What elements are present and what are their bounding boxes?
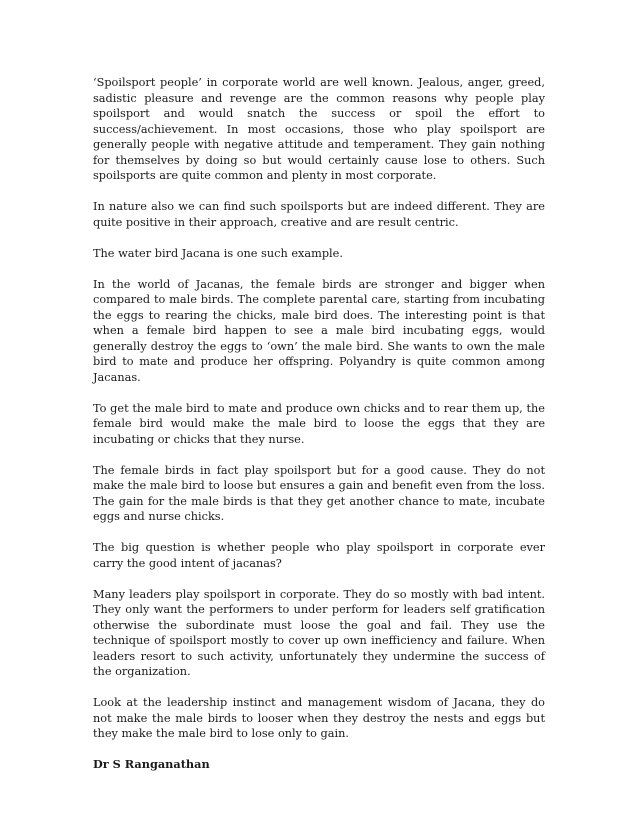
- paragraph-big-question: The big question is whether people who play spoilsport in corporate ever carry the good intent of jacanas?: [93, 541, 545, 570]
- paragraph-leaders: Many leaders play spoilsport in corporate. They do so mostly with bad intent. They only want the performers to under perform for leaders self gratification otherwise the subordinate must loose the goal and fail. They use the technique of spoilsport mostly to cover up own inefficiency and failure. When leaders resort to such activity, unfortunately they undermine the success of the organization.: [93, 587, 545, 678]
- paragraph-female-bird: To get the male bird to mate and produce own chicks and to rear them up, the female bird would make the male bird to loose the eggs that they are incubating or chicks that they nurse.: [93, 401, 545, 446]
- paragraph-good-cause: The female birds in fact play spoilsport but for a good cause. They do not make the male bird to loose but ensures a gain and benefit even from the loss. The gain for the male birds is that they get another chance to mate, incubate eggs and nurse chicks.: [93, 463, 545, 523]
- paragraph-jacana-world: In the world of Jacanas, the female birds are stronger and bigger when compared to male birds. The complete parental care, starting from incubating the eggs to rearing the chicks, male bird does. The interesting point is that when a female bird happen to see a male bird incubating eggs, would generally destroy the eggs to ‘own’ the male bird. She wants to own the male bird to mate and produce her offspring. Polyandry is quite common among Jacanas.: [93, 277, 545, 384]
- paragraph-nature-spoilsports: In nature also we can find such spoilsports but are indeed different. They are quite positive in their approach, creative and are result centric.: [93, 200, 545, 229]
- author-signature: Dr S Ranganathan: [93, 757, 210, 771]
- paragraph-jacana-example: The water bird Jacana is one such example.: [93, 246, 343, 260]
- paragraph-spoilsport-people: ‘Spoilsport people’ in corporate world are well known. Jealous, anger, greed, sadistic pleasure and revenge are the common reasons why people play spoilsport and would snatch the success or spoil the effort to success/achievement. In most occasions, those who play spoilsport are generally people with negative attitude and temperament. They gain nothing for themselves by doing so but would certainly cause lose to others. Such spoilsports are quite common and plenty in most corporate.: [93, 76, 545, 182]
- document-body: [93, 75, 545, 788]
- paragraph-leadership-wisdom: Look at the leadership instinct and management wisdom of Jacana, they do not make the male birds to looser when they destroy the nests and eggs but they make the male bird to lose only to gain.: [93, 696, 545, 740]
